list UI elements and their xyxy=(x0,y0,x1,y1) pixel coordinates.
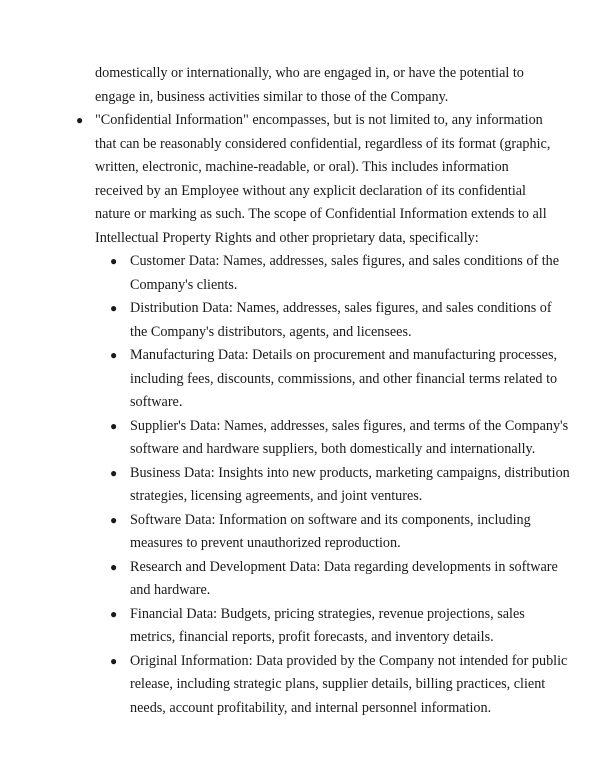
bullet-marker: ● xyxy=(76,113,84,127)
bullet-marker: ● xyxy=(110,606,118,621)
bullet-marker: ● xyxy=(110,301,118,315)
list-item-text: Software Data: Information on software and its components, including measures to prevent unauthorized reproduction. xyxy=(130,511,531,551)
bullet-marker: ● xyxy=(110,254,118,268)
list-item-text: Business Data: Insights into new products, marketing campaigns, distribution strategies, licensing agreements, and joint ventures. xyxy=(130,464,570,504)
continuation-paragraph: domestically or internationally, who are engaged in, or have the potential to engage in, business activities similar to those of the Company. xyxy=(95,65,524,105)
list-item-text: Customer Data: Names, addresses, sales figures, and sales conditions of the Company's clients. xyxy=(130,253,560,293)
confidential-data-list xyxy=(110,250,570,720)
list-item-research-development-data xyxy=(110,556,570,603)
list-item-customer-data xyxy=(110,250,570,297)
bullet-marker: ● xyxy=(110,512,118,527)
bullet-marker: ● xyxy=(110,653,118,668)
list-item-distribution-data xyxy=(110,297,570,344)
confidential-information-text: "Confidential Information" encompasses, but is not limited to, any information that can be reasonably considered confidential, regardless of its format (graphic, written, electronic, machine-readable, or oral). This includes information received by an Employee without any explicit declaration of its confidential nature or marking as such. The scope of Confidential Information extends to all Intellectual Property Rights and other proprietary data, specifically: xyxy=(95,112,551,246)
list-item-text: Research and Development Data: Data regarding developments in software and hardware. xyxy=(130,558,558,598)
bullet-marker: ● xyxy=(110,348,118,362)
list-item-text: Supplier's Data: Names, addresses, sales figures, and terms of the Company's software and hardware suppliers, both domestically and internationally. xyxy=(130,417,569,457)
list-item-text: Manufacturing Data: Details on procurement and manufacturing processes, including fees, discounts, commissions, and other financial terms related to software. xyxy=(130,347,558,410)
list-item-text: Original Information: Data provided by the Company not intended for public release, including strategic plans, supplier details, billing practices, client needs, account profitability, and internal personnel information. xyxy=(130,652,568,716)
list-item-financial-data xyxy=(110,603,570,650)
bullet-marker: ● xyxy=(110,559,118,574)
bullet-marker: ● xyxy=(110,418,118,433)
list-item-software-data xyxy=(110,509,570,556)
list-item-supplier-data xyxy=(110,415,570,462)
list-item-original-information xyxy=(110,650,570,721)
bullet-marker: ● xyxy=(110,465,118,480)
list-item-business-data xyxy=(110,462,570,509)
list-item-text: Financial Data: Budgets, pricing strategies, revenue projections, sales metrics, financial reports, profit forecasts, and inventory details. xyxy=(130,605,525,645)
list-item-text: Distribution Data: Names, addresses, sales figures, and sales conditions of the Company's distributors, agents, and licensees. xyxy=(130,300,552,340)
list-item-manufacturing-data xyxy=(110,344,570,415)
